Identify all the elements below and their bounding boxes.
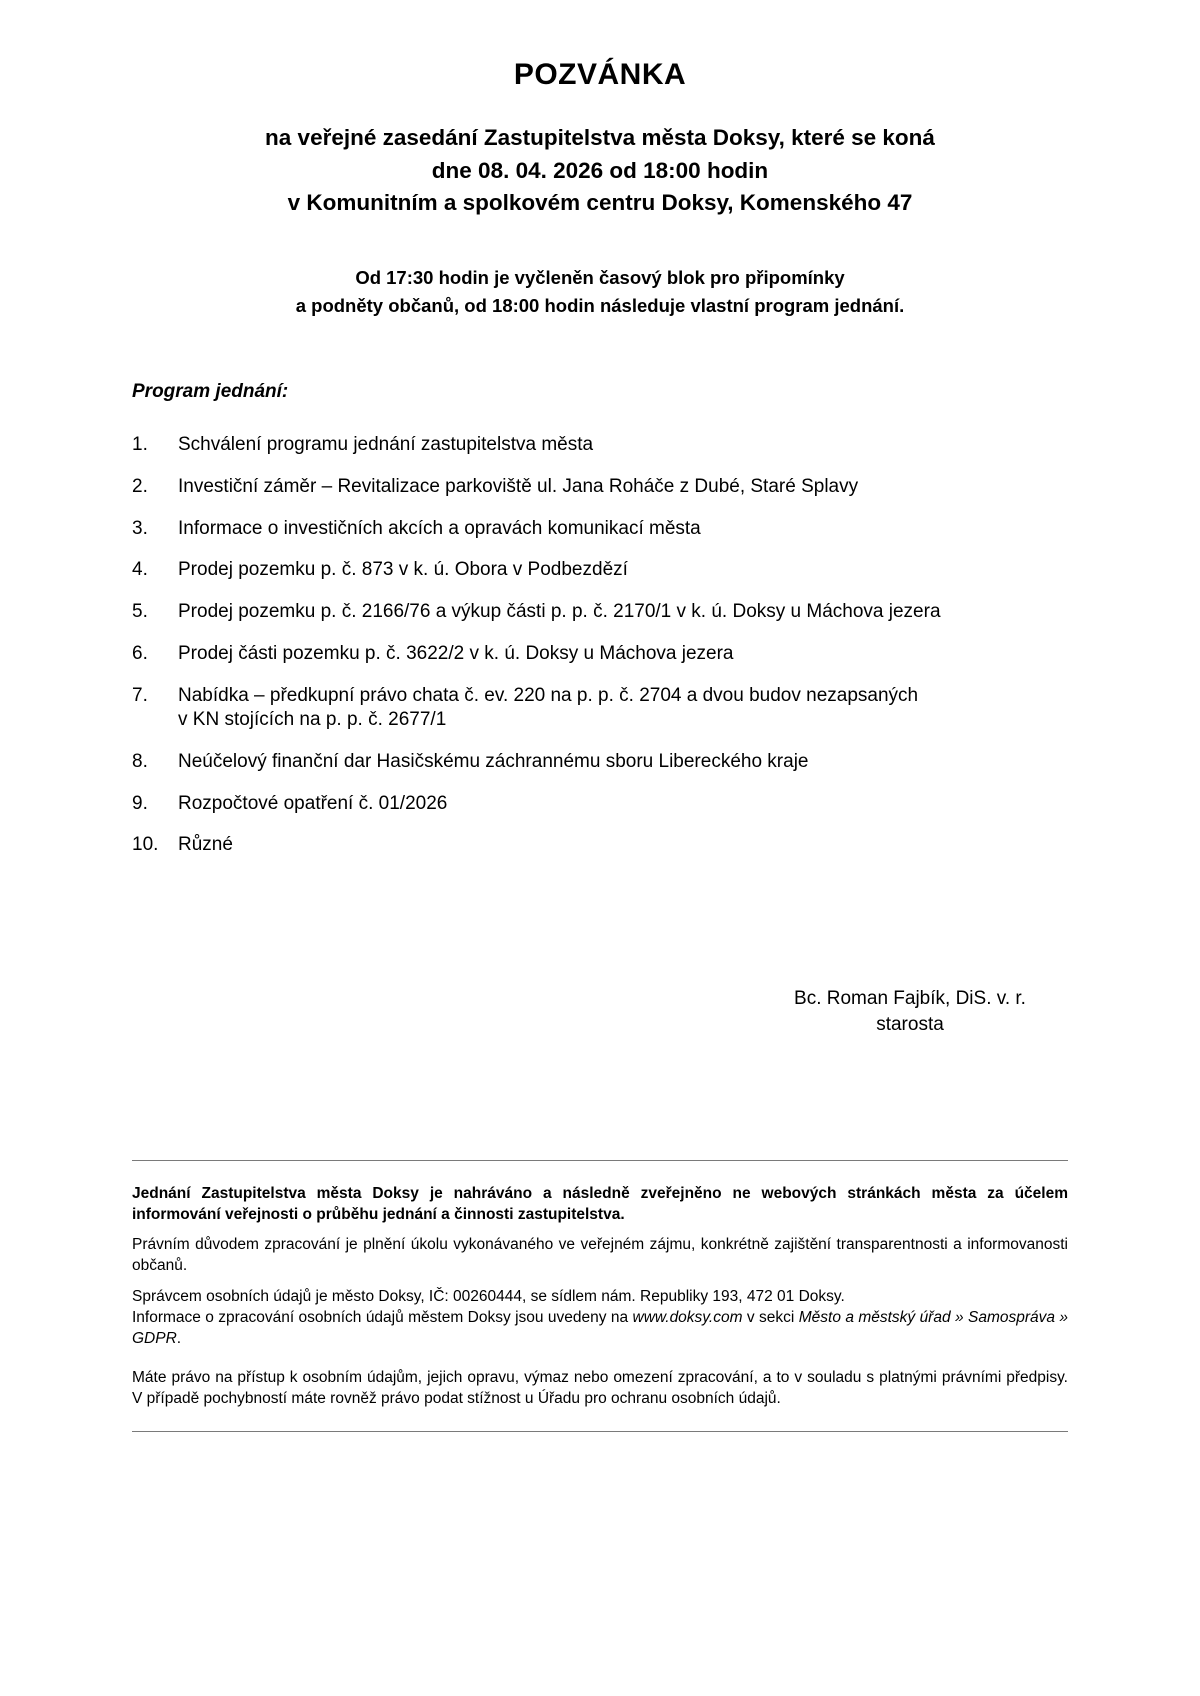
footer-info-link: www.doksy.com bbox=[632, 1308, 743, 1326]
footer-controller: Správcem osobních údajů je město Doksy, IČ: 00260444, se sídlem nám. Republiky 193, 472 01 Doksy. bbox=[132, 1287, 845, 1305]
agenda-item bbox=[132, 833, 1068, 858]
footer-info-prefix: Informace o zpracování osobních údajů městem Doksy jsou uvedeny na bbox=[132, 1308, 633, 1326]
heading-line-1: na veřejné zasedání Zastupitelstva města Doksy, které se koná bbox=[265, 125, 935, 150]
agenda-text-line: Různé bbox=[178, 834, 233, 856]
footer-recording-notice: Jednání Zastupitelstva města Doksy je nahráváno a následně zveřejněno ne webových stránkách města za účelem informování veřejnosti o průběhu jednání a činnosti zastupitelstva. bbox=[132, 1185, 1068, 1224]
signature-role: starosta bbox=[876, 1013, 944, 1035]
footer-divider-bottom bbox=[132, 1431, 1068, 1432]
agenda-item bbox=[132, 684, 1068, 733]
page-title: POZVÁNKA bbox=[513, 58, 687, 91]
agenda-text-line: Schválení programu jednání zastupitelstva města bbox=[178, 434, 594, 456]
footer-text bbox=[132, 1161, 1068, 1409]
agenda-number: 1. bbox=[132, 434, 148, 456]
meeting-heading bbox=[132, 122, 1068, 220]
agenda-text-line: Prodej pozemku p. č. 873 v k. ú. Obora v Podbezdězí bbox=[178, 559, 628, 581]
agenda-number: 4. bbox=[132, 559, 148, 581]
agenda-text-line: Prodej pozemku p. č. 2166/76 a výkup části p. p. č. 2170/1 v k. ú. Doksy u Máchova jezera bbox=[178, 601, 941, 623]
footer-info-section: Město a městský úřad » Samospráva » GDPR bbox=[132, 1308, 1069, 1348]
agenda-text bbox=[178, 433, 1023, 458]
signature-name: Bc. Roman Fajbík, DiS. v. r. bbox=[794, 987, 1026, 1009]
footer-legal-basis: Právním důvodem zpracování je plnění úkolu vykonávaného ve veřejném zájmu, konkrétně zajištění transparentnosti a informovanosti občanů. bbox=[132, 1235, 1068, 1275]
agenda-text bbox=[178, 600, 1023, 625]
agenda-number: 9. bbox=[132, 792, 148, 814]
agenda-text-line: Neúčelový finanční dar Hasičskému záchrannému sboru Libereckého kraje bbox=[178, 750, 809, 772]
agenda-text-line: Rozpočtové opatření č. 01/2026 bbox=[178, 792, 448, 814]
agenda-number: 10. bbox=[132, 834, 159, 856]
agenda-text-continuation: v KN stojících na p. p. č. 2677/1 bbox=[178, 709, 447, 731]
agenda-text bbox=[178, 833, 1023, 858]
agenda-number: 8. bbox=[132, 750, 148, 772]
agenda-text-line: Investiční záměr – Revitalizace parkoviště ul. Jana Roháče z Dubé, Staré Splavy bbox=[178, 476, 859, 498]
footer-info-suffix: . bbox=[176, 1330, 182, 1348]
note-line-1: Od 17:30 hodin je vyčleněn časový blok pro připomínky bbox=[355, 266, 845, 288]
note-line-2: a podněty občanů, od 18:00 hodin následuje vlastní program jednání. bbox=[295, 294, 905, 316]
agenda-text bbox=[178, 792, 1023, 817]
agenda-number: 7. bbox=[132, 684, 148, 706]
agenda-number: 3. bbox=[132, 517, 148, 539]
agenda-text-line: Informace o investičních akcích a opravách komunikací města bbox=[178, 517, 701, 539]
agenda-text-line: Prodej části pozemku p. č. 3622/2 v k. ú. Doksy u Máchova jezera bbox=[178, 642, 734, 664]
agenda-text bbox=[178, 558, 1023, 583]
footer-spacer bbox=[132, 1359, 1068, 1367]
agenda-number: 5. bbox=[132, 601, 148, 623]
footer-spacer bbox=[132, 1226, 1068, 1234]
footer-info-paragraph bbox=[132, 1307, 1068, 1350]
program-label: Program jednání: bbox=[132, 381, 289, 403]
heading-line-3: v Komunitním a spolkovém centru Doksy, Komenského 47 bbox=[287, 190, 913, 216]
signature-block bbox=[132, 986, 1068, 1037]
agenda-item bbox=[132, 600, 1068, 625]
agenda-text bbox=[178, 750, 1023, 775]
agenda-item bbox=[132, 475, 1068, 500]
agenda-text-line: Nabídka – předkupní právo chata č. ev. 220 na p. p. č. 2704 a dvou budov nezapsaných bbox=[178, 684, 919, 706]
agenda-text bbox=[178, 642, 1023, 667]
heading-line-2: dne 08. 04. 2026 od 18:00 hodin bbox=[431, 157, 769, 183]
agenda-text bbox=[178, 475, 1023, 500]
agenda-text bbox=[178, 517, 1023, 542]
agenda-item bbox=[132, 750, 1068, 775]
agenda-item bbox=[132, 433, 1068, 458]
time-block-note bbox=[132, 264, 1068, 320]
agenda-number: 2. bbox=[132, 476, 148, 498]
gdpr-footer bbox=[132, 1160, 1068, 1432]
agenda-item bbox=[132, 792, 1068, 817]
agenda-item bbox=[132, 517, 1068, 542]
agenda-text bbox=[178, 684, 1023, 733]
footer-rights: Máte právo na přístup k osobním údajům, jejich opravu, výmaz nebo omezení zpracování, a to v souladu s platnými právními předpisy. V případě pochybností máte rovněž právo podat stížnost u Úřadu pro ochranu osobních údajů. bbox=[132, 1368, 1068, 1407]
agenda-number: 6. bbox=[132, 642, 148, 664]
agenda-list bbox=[132, 433, 1068, 858]
agenda-item bbox=[132, 558, 1068, 583]
agenda-item bbox=[132, 642, 1068, 667]
footer-info-middle: v sekci bbox=[742, 1308, 799, 1326]
